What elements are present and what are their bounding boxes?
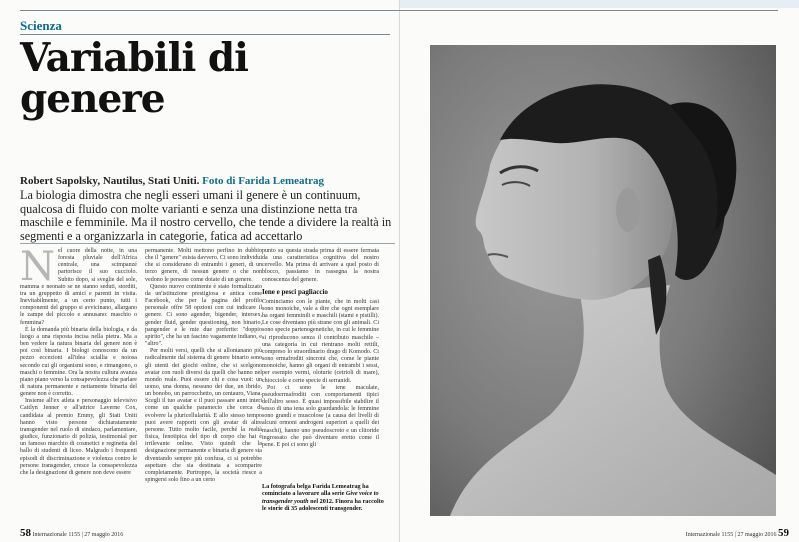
paragraph: permanente. Molti mettono perfino in dubbio che il "genere" esista davvero. Ci sono individui che si considerano di entrambi i generi, di un terzo genere, di nessun genere o che non vedono le persone come dotate di un genere. xyxy=(145,248,262,283)
paragraph: Poi ci sono le iene maculate, pseudoermafroditi con comportamenti tipici dell'altro sesso. È quasi impossibile stabilire il sesso di una iena solo guardandola: le femmine sono grandi e muscolose (a causa dei livelli di alcuni ormoni androgeni superiori a quelli dei maschi), hanno uno pseudoscroto e un clitoride ingrossato che può diventare eretto come il pene. E poi ci sono gli xyxy=(262,384,379,448)
page-gutter xyxy=(399,0,400,542)
paragraph: punto su questa strada prima di essere fermata da una caratteristica cognitiva del nostro cervello. Ma prima di arrivare a quel posto di blocco, passiamo in rassegna la nostra conoscenza del genere. xyxy=(262,248,379,283)
caption-series-title: Give voice to transgender youth xyxy=(262,490,379,505)
top-rule xyxy=(0,0,798,14)
paragraph: Cominciamo con le piante, che in molti casi sono monoiche, vale a dire che ogni esemplare ha organi femminili e maschili (stami e pistilli). Le cose diventano più strane con gli animali. Ci sono specie partenogenetiche, in cui le femmine si riproducono senza il contributo maschile – una categoria in cui rientrano molti rettili, compreso lo straordinario drago di Komodo. Ci sono ermafroditi sincroni che, come le piante monoiche, hanno gli organi di entrambi i sessi, per esempio vermi, oloturie (cetrioli di mare), chiocciole e certe specie di serranidi. xyxy=(262,298,379,384)
byline-photo-credit: Foto di Farida Lemeatrag xyxy=(202,175,325,187)
caption-text-1: La fotografa belga Farida Lemeatrag ha cominciato a lavorare alla serie xyxy=(262,483,369,498)
dropcap: N xyxy=(20,244,55,290)
byline-author: Robert Sapolsky, Nautilus, Stati Uniti. xyxy=(20,175,200,187)
folio-left xyxy=(20,527,123,539)
photo-caption xyxy=(262,483,387,513)
body-column-3 xyxy=(262,248,379,449)
portrait-photo xyxy=(430,45,776,516)
page-number-right: 59 xyxy=(778,527,789,539)
caption-text-2: nel 2012. Finora ha raccolto le storie di 35 adolescenti transgender. xyxy=(262,497,384,513)
portrait-illustration xyxy=(430,45,776,516)
paragraph: Per molti versi, quelli che si allontanano più radicalmente dal sistema di genere binario sono gli utenti dei giochi online, che si scelgono avatar con ruoli diversi da quelli che hanno nel mondo reale. Puoi essere chi e cosa vuoi: un uomo, una donna, nessuno dei due, un ibrido, un bonobo, un parrocchetto, un centauro, Viana. Scegli il tuo avatar e il puoi passare anni interi come un qualche paramecio che cerca di evolvere la pluricellularità. E allo stesso tempo puoi avere rapporti con gli avatar di altre persone. Tutto molto facile, perché la realtà fisica, fenotipica del tipo di corpo che hai è irrilevante online. Visto quindi che la designazione permanente e binaria di genere sta diventando sempre più confusa, ci si potrebbe aspettare che sia destinata a scomparire completamente. Purtroppo, la società riesce a spingersi solo fino a un certo xyxy=(145,348,262,483)
paragraph: Insieme all'ex atleta e personaggio televisivo Caitlyn Jenner e all'attrice Laverne Cox, candidata al premio Emmy, gli Stati Uniti hanno visto persone dichiaratamente transgender nel ruolo di sindaco, parlamentare, giudice, funzionario di polizia, testimonial per un famoso marchio di cosmetici e reginetta del ballo di studenti di liceo. Malgrado i frequenti episodi di discriminazione e violenza contro le persone transgender, cresce la consapevolezza che la designazione di genere non deve essere xyxy=(20,398,137,476)
page-number-left: 58 xyxy=(20,527,31,539)
folio-right xyxy=(686,527,789,539)
folio-left-text: Internazionale 1155 | 27 maggio 2016 xyxy=(32,532,124,538)
body-column-1 xyxy=(20,244,137,477)
paragraph: el cuore della notte, in una foresta pluviale dell'Africa centrale, una scimpanzé partorisce il suo cucciolo. Subito dopo, si sveglie del sole, mamma e neonato se ne stanno seduti, storditi, tra un gruppetto di amici e parenti in visita. Inevitabilmente, a un certo punto, tutti i componenti del gruppo si avvicinano, allargano le zampe del piccolo e annusano: maschio o femmina? xyxy=(20,248,137,326)
byline xyxy=(20,175,324,187)
article-title: Variabili di genere xyxy=(20,35,248,122)
intro-rule xyxy=(20,243,395,244)
subheading: Iene e pesci pagliaccio xyxy=(262,287,328,296)
paragraph: È la domanda più binaria della biologia, e da luogo a una risposta incisa nella pietra. Ma a ben vedere la natura binaria del genere non è poi così binaria. I biologi conoscono da un pezzo eccezioni all'idea sciallia e noiosa secondo cui gli organismi sono, e rimangono, o maschi o femmine. Ora la nostra cultura avanza piano piano verso la consapevolezza che parlare di natura permanente e nettamente binaria del genere non è corretto. xyxy=(20,326,137,398)
body-column-2 xyxy=(145,248,262,484)
paragraph: Questo nuovo continente è stato formalizzato da un'istituzione prestigiosa e antica come Facebook, che per la pagina del profilo personale offre 58 opzioni con cui indicare il genere. Ci sono agender, bigender, intersex, gender fluid, gender questioning, non binario, pangender e le mie due preferite: "doppio spirito", che ha un fascino vagamente indiano, e "altro". xyxy=(145,283,262,348)
section-label: Scienza xyxy=(20,18,62,33)
folio-right-text: Internazionale 1155 | 27 maggio 2016 xyxy=(685,532,777,538)
article-intro: La biologia dimostra che negli esseri umani il genere è un continuum, qualcosa di fluido con molte varianti e senza una distinzione netta tra maschile e femminile. Ma il nostro cervello, che tende a dividere la realtà in segmenti e a organizzarla in categorie, fatica ad accettarlo xyxy=(20,188,392,243)
